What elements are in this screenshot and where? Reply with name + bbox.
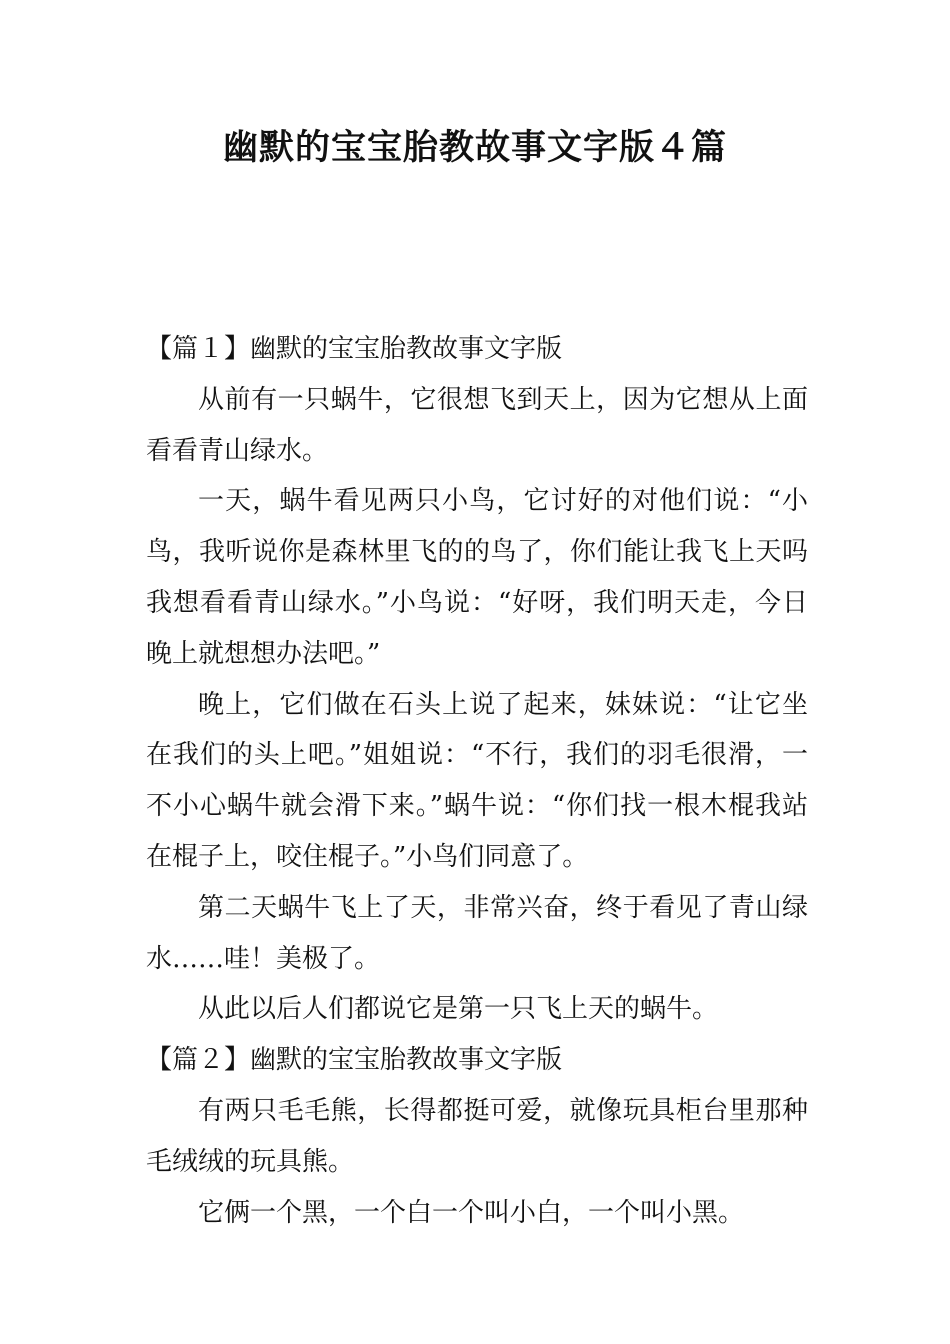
section-heading: 【篇１】幽默的宝宝胎教故事文字版	[146, 334, 563, 364]
paragraph: 第二天蜗牛飞上了天，非常兴奋，终于看见了青山绿水……哇！美极了。	[146, 892, 808, 974]
paragraph: 有两只毛毛熊，长得都挺可爱，就像玩具柜台里那种毛绒绒的玩具熊。	[146, 1095, 808, 1177]
paragraph: 从此以后人们都说它是第一只飞上天的蜗牛。	[198, 994, 719, 1025]
section-2	[146, 1035, 808, 1238]
document-title: 幽默的宝宝胎教故事文字版４篇	[222, 128, 727, 168]
paragraph: 它俩一个黑，一个白一个叫小白，一个叫小黑。	[198, 1197, 745, 1228]
paragraph: 晚上，它们做在石头上说了起来，妹妹说：“让它坐在我们的头上吧。”姐姐说：“不行，我们的羽毛很滑，一不小心蜗牛就会滑下来。”蜗牛说：“你们找一根木棍我站在棍子上，咬住棍子。”小鸟们同意了。	[146, 689, 808, 872]
paragraph: 一天，蜗牛看见两只小鸟，它讨好的对他们说：“小鸟，我听说你是森林里飞的的鸟了，你们能让我飞上天吗我想看看青山绿水。”小鸟说：“好呀，我们明天走，今日晚上就想想办法吧。”	[146, 486, 808, 669]
document-body	[146, 324, 808, 1238]
paragraph: 从前有一只蜗牛，它很想飞到天上，因为它想从上面看看青山绿水。	[146, 384, 808, 466]
section-1	[146, 324, 808, 1035]
section-heading: 【篇２】幽默的宝宝胎教故事文字版	[146, 1045, 563, 1076]
